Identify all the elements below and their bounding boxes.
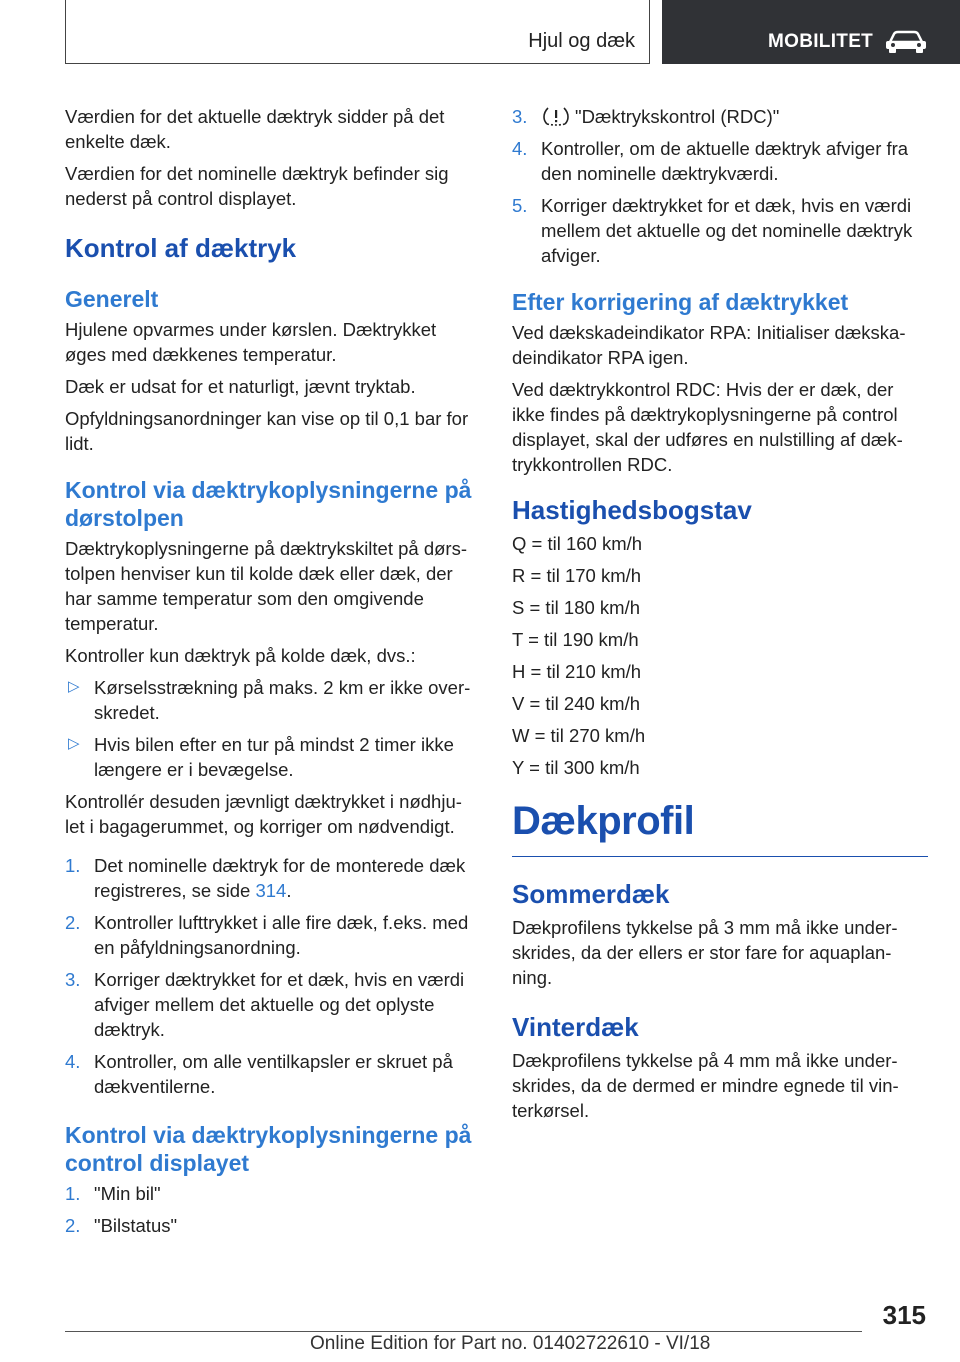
paragraph: Dæktrykoplysningerne på dæktrykskiltet på dørs‐tolpen henviser kun til kolde dæk eller dæk, der har samme temperatur som den omgivende temperatur. [65,538,468,634]
speed-line: S = til 180 km/h [512,597,641,618]
paragraph: Hjulene opvarmes under kørslen. Dæktrykket øges med dækkenes temperatur. [65,319,437,365]
list-item: 3. Korriger dæktrykket for et dæk, hvis en værdi afviger mellem det aktuelle og det oplyste dæktryk. [65,969,465,1040]
speed-line: H = til 210 km/h [512,661,642,682]
chapter-title: Hjul og dæk [528,30,635,52]
speed-line: R = til 170 km/h [512,565,642,586]
heading-hastighed: Hastighedsbogstav [512,495,752,525]
list-item: 3. "Dæktrykskontrol (RDC)" [512,106,780,127]
right-column [512,104,928,1130]
tire-pressure-warning-icon [541,106,571,126]
car-icon [884,30,928,54]
paragraph: Kontrollér desuden jævnligt dæktrykket i nødhju‐let i bagagerummet, og korriger om nødvendigt. [65,791,462,837]
footer-divider [65,1331,862,1332]
list-item: 2. Kontroller lufttrykket i alle fire dæk, f.eks. med en påfyldningsanordning. [65,912,469,958]
speed-line: Y = til 300 km/h [512,757,640,778]
speed-line: W = til 270 km/h [512,725,646,746]
speed-line: T = til 190 km/h [512,629,639,650]
page-link[interactable]: 314 [255,880,287,901]
heading-vinter: Vinterdæk [512,1012,639,1042]
paragraph: Dækprofilens tykkelse på 3 mm må ikke under‐skrides, da der ellers er stor fare for aquaplan‐ning. [512,917,898,988]
paragraph: Ved dæktrykkontrol RDC: Hvis der er dæk, der ikke findes på dæktrykoplysningerne på control displayet, skal der udføres en nulstilling af dæk‐trykkontrollen RDC. [512,379,903,475]
bullet-list [65,675,481,782]
list-item: ▷ Hvis bilen efter en tur på mindst 2 timer ikke længere er i bevægelse. [65,732,481,782]
footer-edition: Online Edition for Part no. 01402722610 - VI/18 [310,1333,711,1354]
list-item: 1. "Min bil" [65,1183,161,1204]
triangle-bullet-icon: ▷ [68,678,80,695]
list-item: 4. Kontroller, om de aktuelle dæktryk afviger fra den nominelle dæktrykværdi. [512,138,909,184]
heading-dorstolpen: Kontrol via dæktrykoplysningerne på dørstolpen [65,477,472,531]
display-steps-list [65,1181,481,1238]
paragraph: Dæk er udsat for et naturligt, jævnt tryktab. [65,376,416,397]
list-item: ▷ Kørselsstrækning på maks. 2 km er ikke over‐skredet. [65,675,481,725]
section-title: MOBILITET [768,31,874,52]
paragraph: Opfyldningsanordninger kan vise op til 0,1 bar for lidt. [65,408,469,454]
steps-list-continued [512,104,928,268]
list-item: 5. Korriger dæktrykket for et dæk, hvis en værdi mellem det aktuelle og det nominelle dæktryk afviger. [512,195,913,266]
paragraph: Ved dækskadeindikator RPA: Initialiser dækska‐deindikator RPA igen. [512,322,906,368]
list-item: 2. "Bilstatus" [65,1215,178,1236]
heading-daekprofil: Dækprofil [512,798,928,857]
paragraph: Kontroller kun dæktryk på kolde dæk, dvs.: [65,645,416,666]
triangle-bullet-icon: ▷ [68,735,80,752]
speed-line: Q = til 160 km/h [512,533,643,554]
heading-sommer: Sommerdæk [512,879,670,909]
header-section-box [662,0,960,64]
heading-display: Kontrol via dæktrykoplysningerne på control displayet [65,1122,472,1176]
header-chapter-box [65,0,650,64]
heading-efter: Efter korrigering af dæktrykket [512,289,849,315]
list-item: 4. Kontroller, om alle ventilkapsler er skruet på dækventilerne. [65,1051,453,1097]
list-item: 1. Det nominelle dæktryk for de monterede dæk registreres, se side 314. [65,855,466,901]
paragraph: Værdien for det nominelle dæktryk befinder sig nederst på control displayet. [65,163,449,209]
paragraph: Værdien for det aktuelle dæktryk sidder på det enkelte dæk. [65,106,445,152]
heading-kontrol: Kontrol af dæktryk [65,233,297,263]
page-number: 315 [882,1300,926,1330]
steps-list [65,853,481,1099]
heading-generelt: Generelt [65,286,159,312]
paragraph: Dækprofilens tykkelse på 4 mm må ikke under‐skrides, da de dermed er mindre egnede til vin‐terkørsel. [512,1050,899,1121]
speed-line: V = til 240 km/h [512,693,641,714]
left-column [65,104,481,1245]
